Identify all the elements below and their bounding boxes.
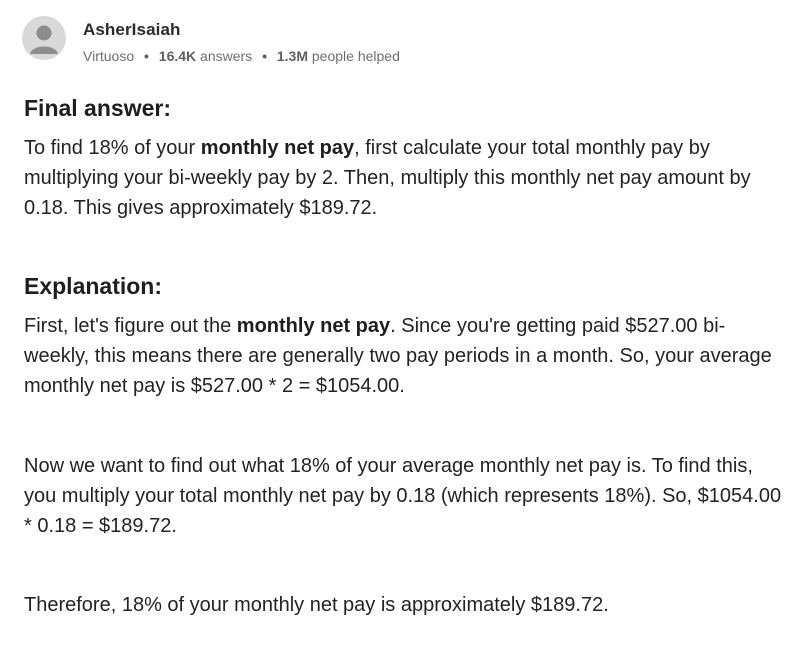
final-answer-text	[24, 133, 784, 223]
meta-separator: •	[262, 48, 267, 64]
author-name[interactable]: AsherIsaiah	[83, 20, 181, 39]
answers-label: answers	[200, 48, 253, 64]
meta-separator: •	[144, 48, 149, 64]
final-answer-heading: Final answer:	[24, 95, 171, 121]
explanation-paragraph-3: Therefore, 18% of your monthly net pay is approximately $189.72.	[24, 594, 609, 616]
explanation-paragraph-1	[24, 311, 784, 401]
answers-count: 16.4K	[158, 48, 197, 64]
user-avatar-icon[interactable]	[22, 16, 66, 60]
author-stats	[83, 47, 400, 65]
explanation-p1-end: . Since you're getting paid $527.00 bi-weekly, this means there are generally two pay periods in a month. So, your average monthly net pay is $527.00 * 2 = $1054.00.	[24, 315, 772, 397]
author-rank: Virtuoso	[83, 48, 135, 64]
explanation-paragraph-2: Now we want to find out what 18% of your average monthly net pay is. To find this, you multiply your total monthly net pay by 0.18 (which represents 18%). So, $1054.00 * 0.18 = $189.72.	[24, 455, 782, 537]
explanation-heading: Explanation:	[24, 273, 163, 299]
final-answer-highlight: monthly net pay	[200, 137, 355, 159]
author-block	[22, 16, 400, 65]
explanation-p1-start: First, let's figure out the	[24, 315, 237, 337]
final-answer-text-end: , first calculate your total monthly pay by multiplying your bi-weekly pay by 2. Then, multiply this monthly net pay amount by 0.18. This gives approximately $189.72.	[24, 137, 751, 219]
final-answer-text-start: To find 18% of your	[24, 137, 201, 159]
explanation-p1-highlight: monthly net pay	[236, 315, 391, 337]
helped-count: 1.3M	[276, 48, 308, 64]
helped-label: people helped	[311, 48, 400, 64]
author-text	[83, 19, 400, 65]
